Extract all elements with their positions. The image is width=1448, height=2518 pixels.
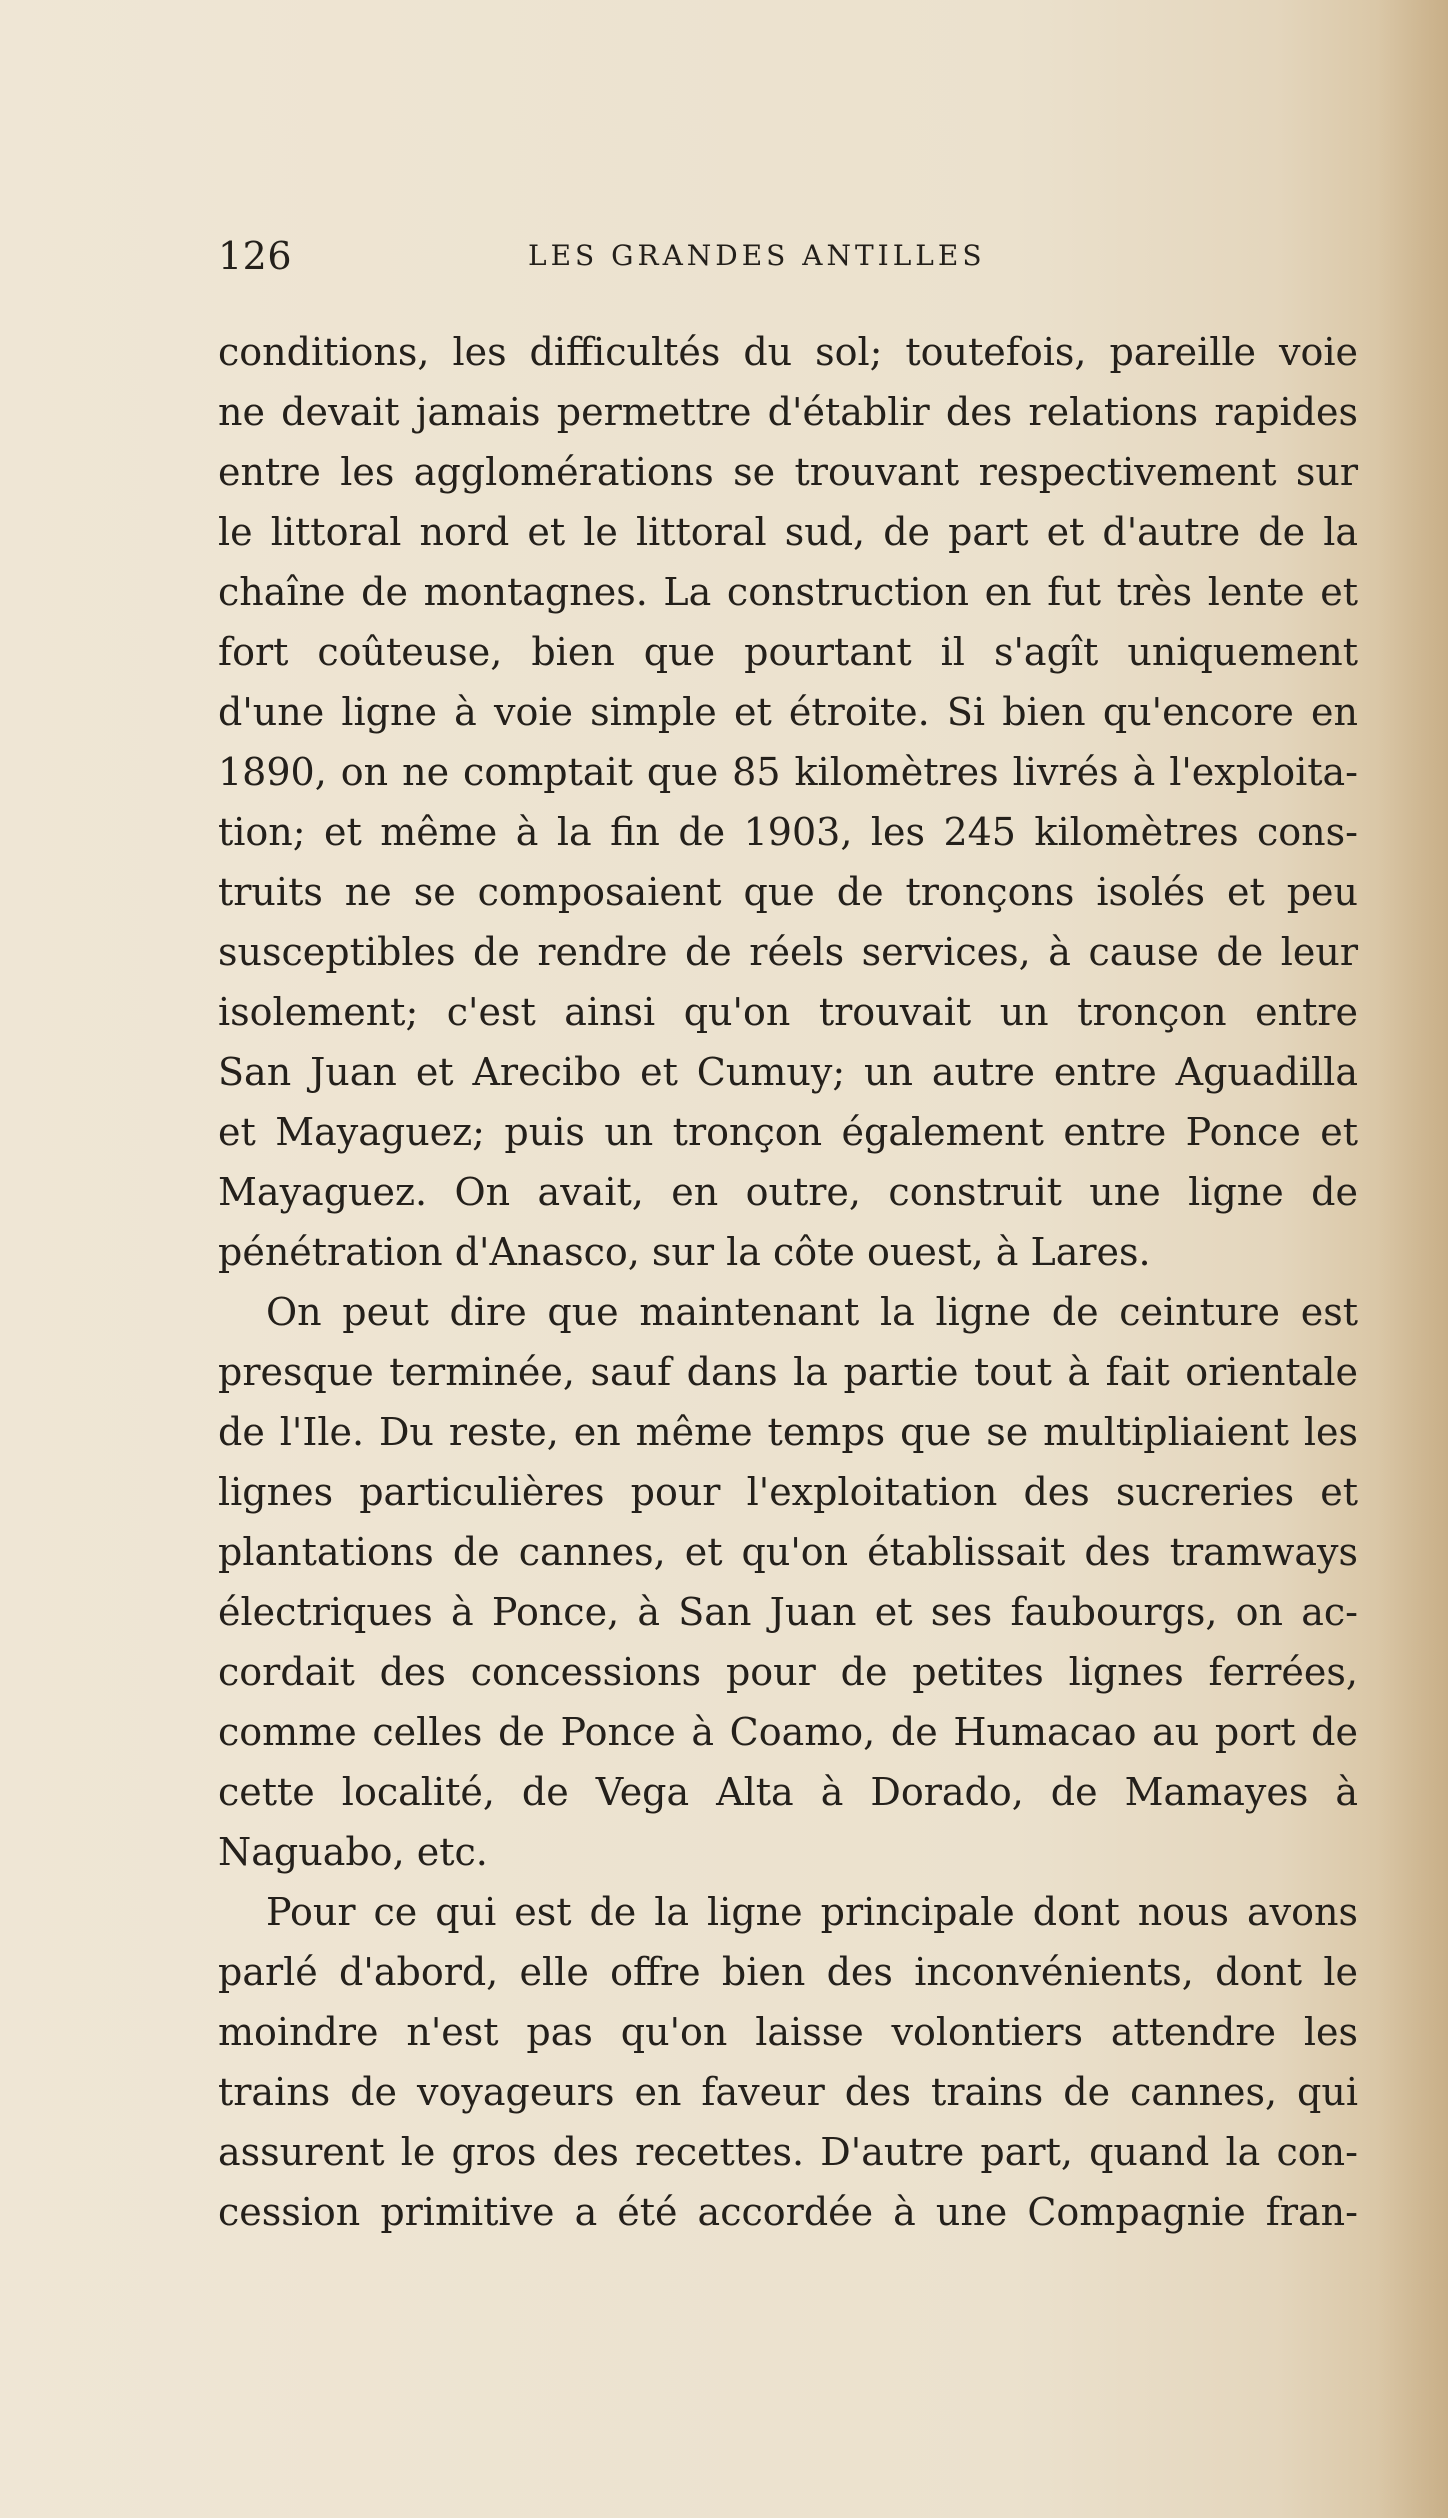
text-line: cette localité, de Vega Alta à Dorado, de Mamayes à bbox=[218, 1770, 1358, 1814]
text-line: chaîne de montagnes. La construction en fut très lente et bbox=[218, 570, 1358, 614]
text-line: moindre n'est pas qu'on laisse volontiers attendre les bbox=[218, 2010, 1358, 2054]
text-line: assurent le gros des recettes. D'autre part, quand la con- bbox=[218, 2130, 1358, 2174]
page-number: 126 bbox=[218, 234, 293, 278]
text-line: San Juan et Arecibo et Cumuy; un autre entre Aguadilla bbox=[218, 1050, 1358, 1094]
text-line: plantations de cannes, et qu'on établissait des tramways bbox=[218, 1530, 1358, 1574]
page-header bbox=[218, 226, 1358, 286]
text-line: le littoral nord et le littoral sud, de part et d'autre de la bbox=[218, 510, 1358, 554]
text-line: fort coûteuse, bien que pourtant il s'agît uniquement bbox=[218, 630, 1358, 674]
text-line: cession primitive a été accordée à une Compagnie fran- bbox=[218, 2190, 1358, 2234]
text-line: truits ne se composaient que de tronçons isolés et peu bbox=[218, 870, 1358, 914]
text-line: tion; et même à la fin de 1903, les 245 kilomètres cons- bbox=[218, 810, 1358, 854]
text-line: pénétration d'Anasco, sur la côte ouest, à Lares. bbox=[218, 1230, 1151, 1274]
text-line: électriques à Ponce, à San Juan et ses faubourgs, on ac- bbox=[218, 1590, 1358, 1634]
text-line: On peut dire que maintenant la ligne de ceinture est bbox=[266, 1290, 1358, 1334]
text-line: comme celles de Ponce à Coamo, de Humacao au port de bbox=[218, 1710, 1358, 1754]
text-line: parlé d'abord, elle offre bien des inconvénients, dont le bbox=[218, 1950, 1358, 1994]
text-line: conditions, les difficultés du sol; toutefois, pareille voie bbox=[218, 330, 1358, 374]
text-line: Naguabo, etc. bbox=[218, 1830, 488, 1874]
text-line: presque terminée, sauf dans la partie tout à fait orientale bbox=[218, 1350, 1358, 1394]
text-line: Pour ce qui est de la ligne principale dont nous avons bbox=[266, 1890, 1358, 1934]
text-line: de l'Ile. Du reste, en même temps que se multipliaient les bbox=[218, 1410, 1358, 1454]
text-line: d'une ligne à voie simple et étroite. Si bien qu'encore en bbox=[218, 690, 1358, 734]
text-line: ne devait jamais permettre d'établir des relations rapides bbox=[218, 390, 1358, 434]
text-line: Mayaguez. On avait, en outre, construit une ligne de bbox=[218, 1170, 1358, 1214]
text-line: lignes particulières pour l'exploitation des sucreries et bbox=[218, 1470, 1358, 1514]
running-title: LES GRANDES ANTILLES bbox=[528, 239, 986, 272]
text-line: cordait des concessions pour de petites lignes ferrées, bbox=[218, 1650, 1358, 1694]
text-line: trains de voyageurs en faveur des trains de cannes, qui bbox=[218, 2070, 1358, 2114]
text-line: isolement; c'est ainsi qu'on trouvait un tronçon entre bbox=[218, 990, 1358, 1034]
body-text bbox=[218, 322, 1358, 2242]
text-line: entre les agglomérations se trouvant respectivement sur bbox=[218, 450, 1358, 494]
page-edge-shadow bbox=[1378, 0, 1448, 2518]
text-line: et Mayaguez; puis un tronçon également entre Ponce et bbox=[218, 1110, 1358, 1154]
text-line: 1890, on ne comptait que 85 kilomètres livrés à l'exploita- bbox=[218, 750, 1358, 794]
text-line: susceptibles de rendre de réels services, à cause de leur bbox=[218, 930, 1358, 974]
